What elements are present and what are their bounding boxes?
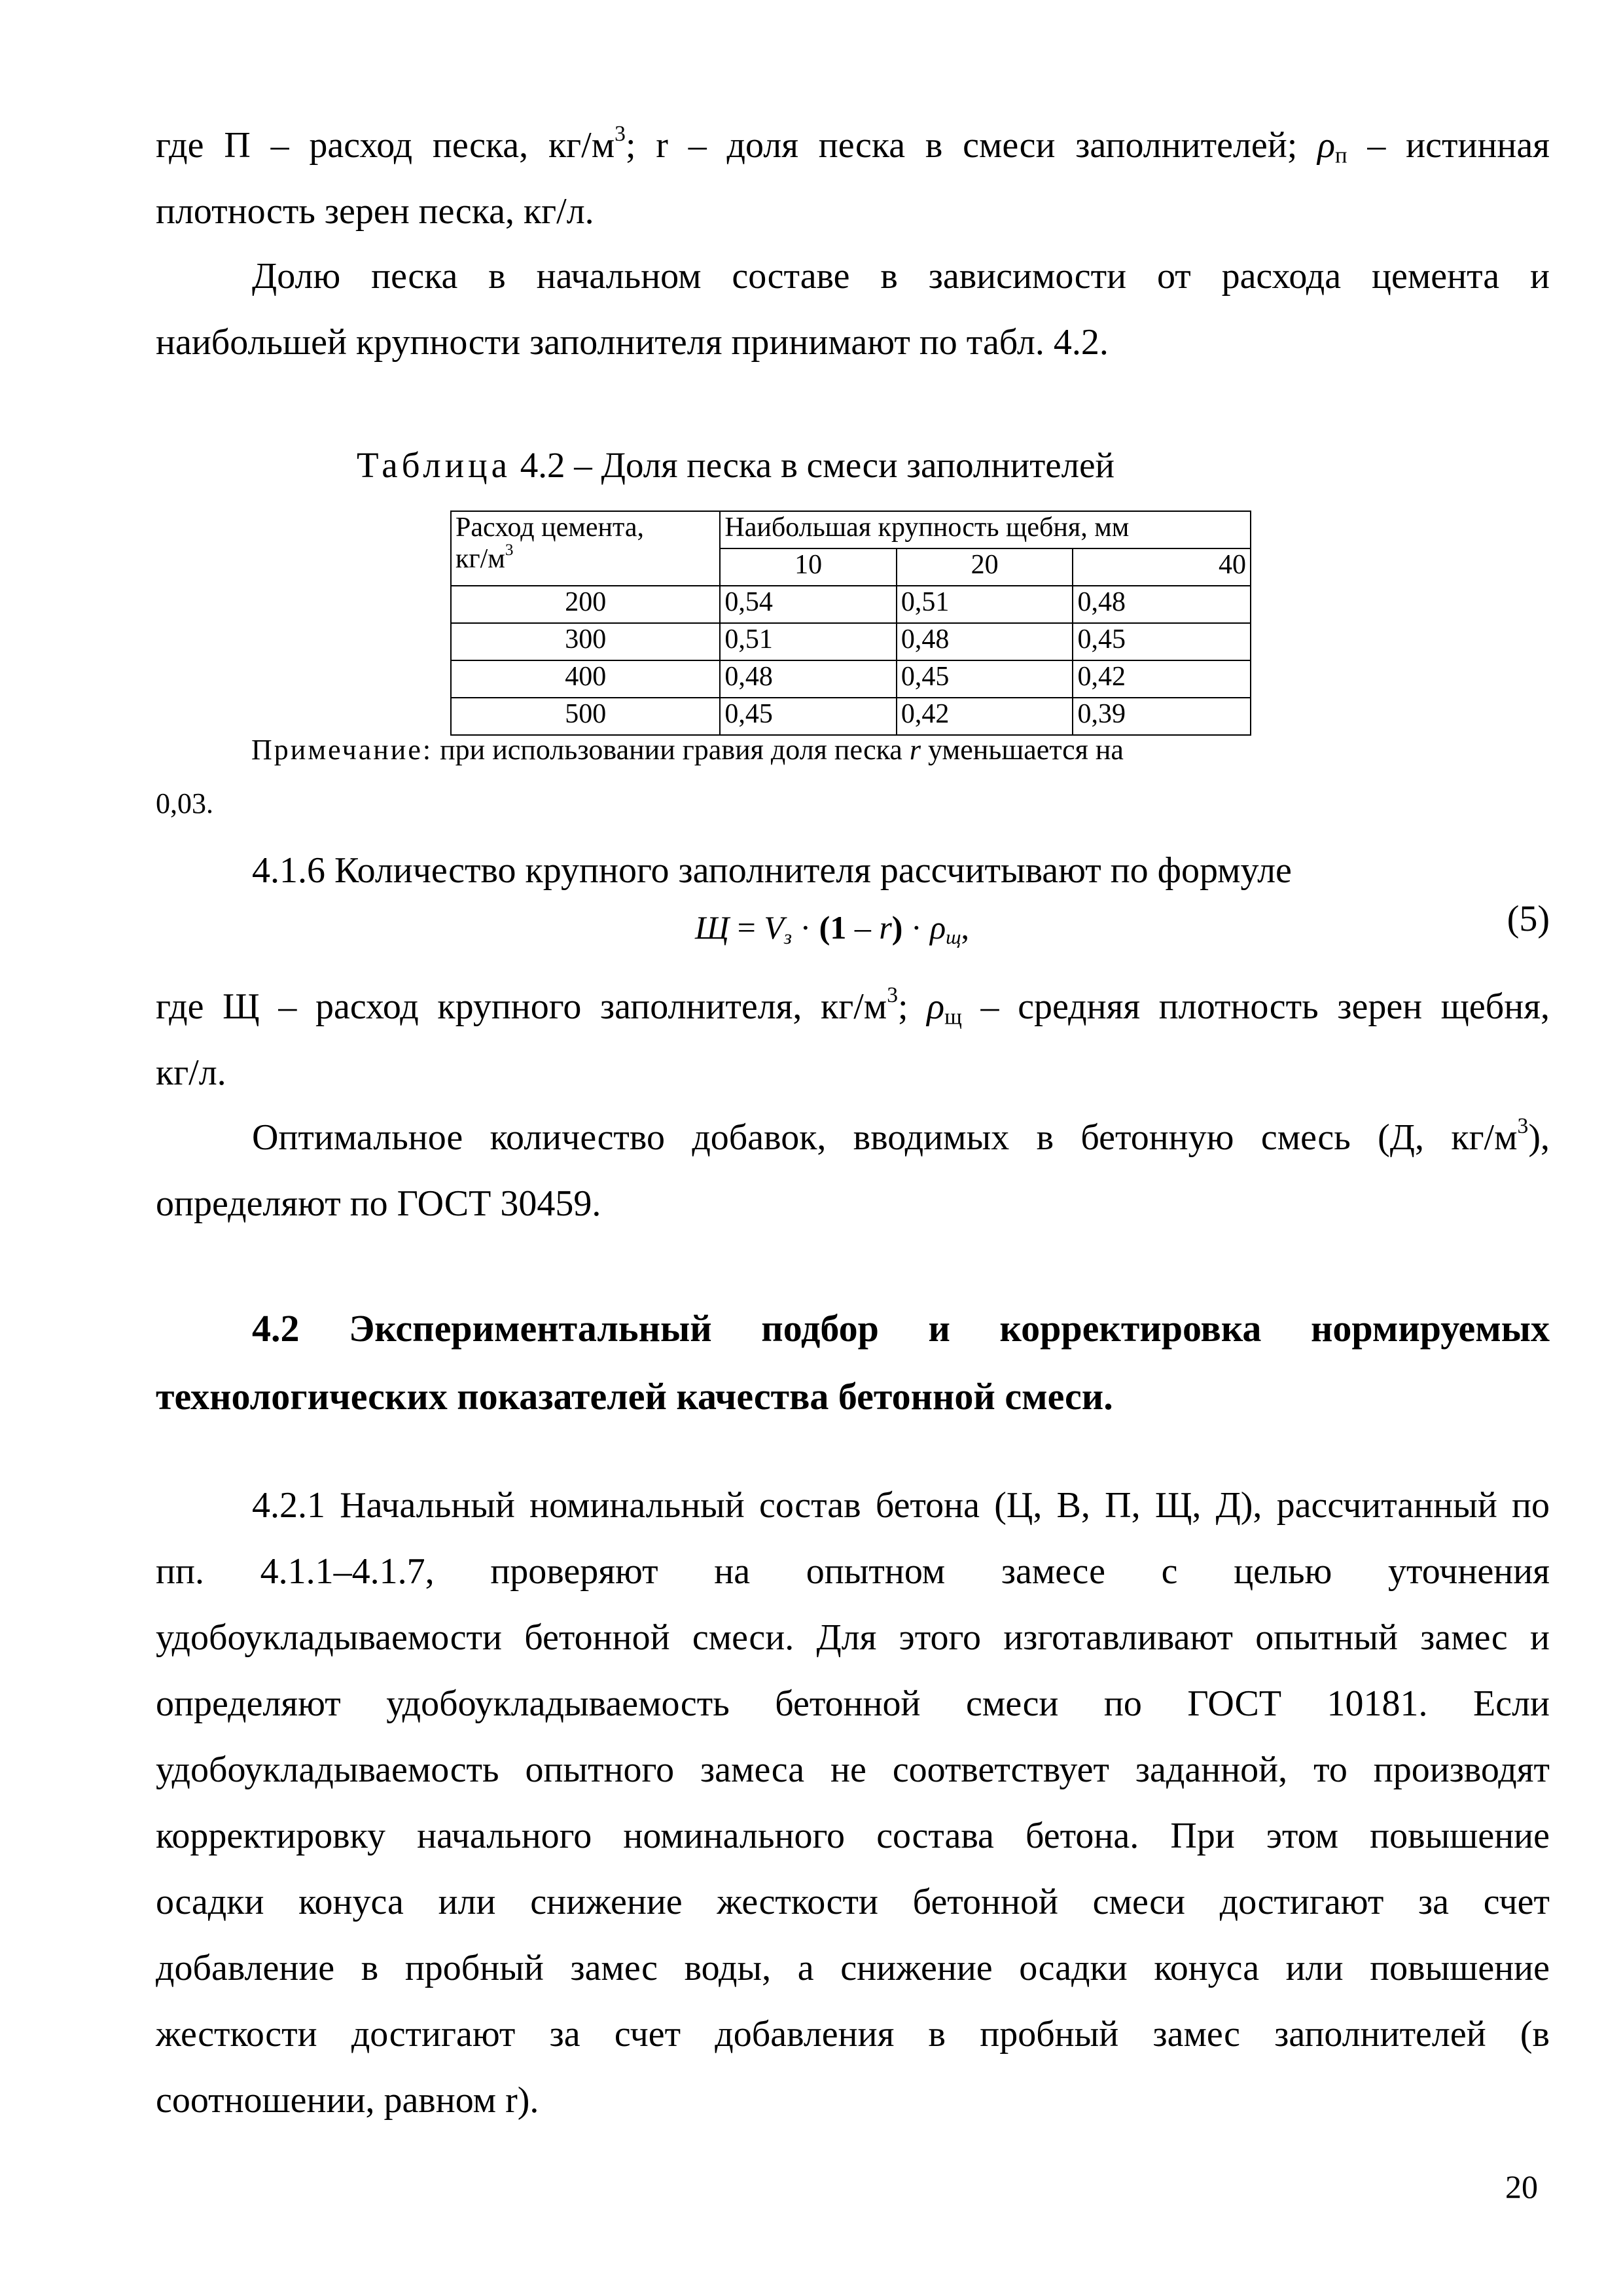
text-run: – истинная xyxy=(1347,125,1550,166)
formula-number: 1 xyxy=(830,909,847,946)
para-line: добавление в пробный замес воды, а снижение осадки конуса или повышение xyxy=(156,1948,1550,1988)
rho-symbol: ρ xyxy=(930,909,946,946)
text-run: ; r – доля песка в смеси заполнителей; xyxy=(625,125,1318,166)
subscript: щ xyxy=(946,925,961,948)
cell-value: 0,48 xyxy=(720,660,897,698)
cell-value: 0,48 xyxy=(1073,586,1251,623)
para-line: наибольшей крупности заполнителя принимают по табл. 4.2. xyxy=(156,322,1109,363)
cell-cement: 300 xyxy=(451,623,720,660)
formula-symbol: – r xyxy=(846,909,892,946)
table-note-continuation: 0,03. xyxy=(156,787,213,819)
para-line: Долю песка в начальном составе в зависимости от расхода цемента и xyxy=(252,256,1550,296)
cell-cement: 200 xyxy=(451,586,720,623)
superscript: 3 xyxy=(615,121,626,146)
rho-symbol: ρ xyxy=(927,986,945,1027)
para-line: определяют удобоукладываемость бетонной смеси по ГОСТ 10181. Если xyxy=(156,1683,1550,1724)
para-line: 4.2.1 Начальный номинальный состав бетона (Ц, В, П, Щ, Д), рассчитанный по xyxy=(252,1485,1550,1526)
cell-value: 0,54 xyxy=(720,586,897,623)
subscript: щ xyxy=(944,1003,962,1030)
cell-value: 0,39 xyxy=(1073,698,1251,735)
section-4-1-6 xyxy=(156,838,1550,904)
formula-paren: ( xyxy=(819,909,830,946)
note-variable: r xyxy=(909,734,921,766)
para-line xyxy=(156,1105,1550,1171)
text-run: ; xyxy=(898,986,927,1027)
note-label: Примечание: xyxy=(251,734,433,766)
page-number: 20 xyxy=(1505,2168,1538,2205)
text-run: где Щ – расход крупного заполнителя, кг/м xyxy=(156,986,887,1027)
cell-value: 0,42 xyxy=(897,698,1073,735)
para-4-2-1 xyxy=(156,1473,1550,2134)
formula-operator: · xyxy=(902,909,931,946)
formula-symbol: Щ xyxy=(695,909,730,946)
subscript: з xyxy=(783,925,793,948)
cell-cement: 500 xyxy=(451,698,720,735)
header-grain-size: Наибольшая крупность щебня, мм xyxy=(720,511,1251,548)
heading-number: 4.2 xyxy=(252,1307,300,1350)
table-row xyxy=(451,660,1251,698)
formula-punct: , xyxy=(961,909,970,946)
formula-symbol: V xyxy=(764,909,784,946)
para-line: 4.1.6 Количество крупного заполнителя рассчитывают по формуле xyxy=(252,850,1292,891)
cell-value: 0,51 xyxy=(720,623,897,660)
heading-word: и xyxy=(928,1307,950,1350)
caption-label: Таблица xyxy=(357,445,511,485)
para-additives xyxy=(156,1105,1550,1237)
sand-share-table xyxy=(450,511,1251,736)
table-row xyxy=(451,623,1251,660)
formula-number-label: (5) xyxy=(1507,899,1550,939)
para-line: определяют по ГОСТ 30459. xyxy=(156,1183,601,1224)
cell-cement: 400 xyxy=(451,660,720,698)
size-header: 40 xyxy=(1073,548,1251,586)
note-text: уменьшается на xyxy=(920,734,1124,766)
para-line xyxy=(156,113,1550,179)
formula-operator: = xyxy=(729,909,764,946)
note-text: при использовании гравия доля песка xyxy=(433,734,910,766)
subscript: п xyxy=(1334,142,1347,168)
text-run: Оптимальное количество добавок, вводимых в бетонную смесь (Д, кг/м xyxy=(252,1117,1518,1158)
heading-word: нормируемых xyxy=(1311,1307,1550,1350)
para-line: осадки конуса или снижение жесткости бетонной смеси достигают за счет xyxy=(156,1882,1550,1922)
heading-word: подбор xyxy=(761,1307,879,1350)
superscript: 3 xyxy=(505,541,514,560)
para-sand-definition xyxy=(156,113,1550,245)
para-line: пп. 4.1.1–4.1.7, проверяют на опытном замесе с целью уточнения xyxy=(156,1551,1550,1592)
cell-value: 0,42 xyxy=(1073,660,1251,698)
header-text: Расход цемента, xyxy=(455,512,644,543)
text-run: где П – расход песка, кг/м xyxy=(156,125,615,166)
para-line: соотношении, равном r). xyxy=(156,2080,539,2121)
para-line: кг/л. xyxy=(156,1052,226,1093)
para-sand-share xyxy=(156,243,1550,376)
para-line xyxy=(156,974,1550,1040)
text-run: ), xyxy=(1528,1117,1550,1158)
superscript: 3 xyxy=(1517,1113,1529,1138)
heading-word: корректировка xyxy=(999,1307,1262,1350)
heading-line xyxy=(156,1295,1550,1363)
superscript: 3 xyxy=(887,982,899,1007)
formula-paren: ) xyxy=(891,909,903,946)
table-note xyxy=(251,730,1124,770)
table-header-row xyxy=(451,511,1251,548)
header-text: кг/м xyxy=(455,544,505,574)
cell-value: 0,45 xyxy=(1073,623,1251,660)
formula-operator: · xyxy=(792,909,819,946)
rho-symbol: ρ xyxy=(1317,125,1335,166)
para-line: удобоукладываемость опытного замеса не соответствует заданной, то производят xyxy=(156,1749,1550,1790)
size-header: 10 xyxy=(720,548,897,586)
formula-5 xyxy=(695,908,969,946)
text-run: – средняя плотность зерен щебня, xyxy=(961,986,1550,1027)
size-header: 20 xyxy=(897,548,1073,586)
heading-line: технологических показателей качества бетонной смеси. xyxy=(156,1375,1113,1418)
table-caption xyxy=(357,442,1115,488)
para-line: корректировку начального номинального состава бетона. При этом повышение xyxy=(156,1816,1550,1856)
para-line: плотность зерен песка, кг/л. xyxy=(156,191,594,232)
heading-word: Экспериментальный xyxy=(349,1307,712,1350)
section-heading-4-2 xyxy=(156,1295,1550,1431)
table-row xyxy=(451,586,1251,623)
caption-text: 4.2 – Доля песка в смеси заполнителей xyxy=(510,445,1115,485)
cell-value: 0,48 xyxy=(897,623,1073,660)
header-cement xyxy=(451,511,720,586)
cell-value: 0,51 xyxy=(897,586,1073,623)
para-line: жесткости достигают за счет добавления в пробный замес заполнителей (в xyxy=(156,2014,1550,2054)
cell-value: 0,45 xyxy=(720,698,897,735)
para-line: удобоукладываемости бетонной смеси. Для этого изготавливают опытный замес и xyxy=(156,1617,1550,1658)
table-row xyxy=(451,698,1251,735)
cell-value: 0,45 xyxy=(897,660,1073,698)
para-crushed-stone-definition xyxy=(156,974,1550,1106)
